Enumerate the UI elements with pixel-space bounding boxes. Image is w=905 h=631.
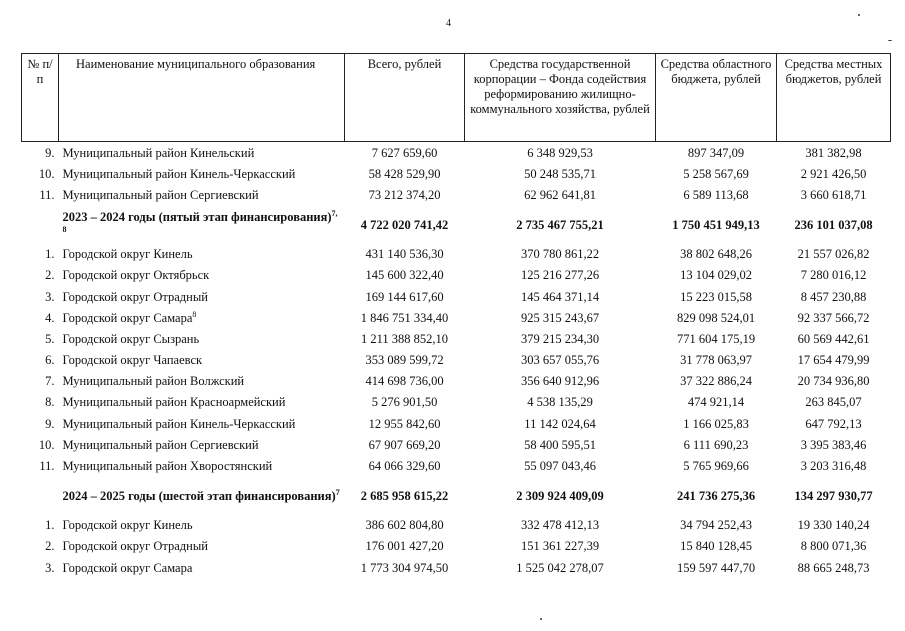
row-number [22,515,59,536]
financing-table [21,53,891,578]
municipality-name-text: 2023 – 2024 годы (пятый этап финансирования) [62,209,332,224]
fund-amount [465,515,656,536]
row-number-text: 3. [45,289,55,304]
row-number-text: 8. [45,395,55,410]
regional-amount [656,413,777,434]
regional-amount [656,392,777,413]
regional-amount [656,328,777,349]
municipality-name-text: Городской округ Кинель [62,518,193,533]
table-row [22,184,891,205]
municipality-name [59,142,345,164]
local-amount-text: 134 297 930,77 [794,488,873,503]
table-row [22,265,891,286]
local-amount [777,265,891,286]
local-amount [777,286,891,307]
regional-amount-text: 1 166 025,83 [683,416,749,431]
row-number [22,265,59,286]
fund-amount [465,536,656,557]
municipality-name [59,557,345,578]
table-row [22,244,891,265]
regional-amount-text: 771 604 175,19 [676,331,756,346]
total-amount [345,557,465,578]
row-number [22,206,59,244]
municipality-name [59,392,345,413]
row-number-text: 10. [38,437,55,452]
local-amount [777,142,891,164]
total-amount [345,392,465,413]
table-row [22,392,891,413]
local-amount [777,371,891,392]
local-amount [777,515,891,536]
total-amount-text: 64 066 329,60 [368,459,441,474]
regional-amount [656,557,777,578]
fund-amount-text: 125 216 277,26 [520,268,600,283]
header-name: Наименование муниципального образования [59,54,345,142]
table-row [22,515,891,536]
regional-amount-text: 6 111 690,23 [683,437,749,452]
fund-amount [465,206,656,244]
local-amount-text: 263 845,07 [805,395,862,410]
local-amount-text: 647 792,13 [805,416,862,431]
table-row [22,350,891,371]
total-amount-text: 2 685 958 615,22 [360,488,449,503]
total-amount-text: 1 846 751 334,40 [360,310,449,325]
regional-amount [656,206,777,244]
row-number [22,286,59,307]
scan-speck [858,14,860,16]
municipality-name [59,477,345,515]
total-amount [345,515,465,536]
local-amount [777,350,891,371]
regional-amount-text: 6 589 113,68 [683,187,749,202]
fund-amount [465,392,656,413]
fund-amount-text: 925 315 243,67 [520,310,600,325]
stage-total-row [22,477,891,515]
local-amount [777,477,891,515]
regional-amount-text: 241 736 275,36 [676,488,756,503]
fund-amount-text: 1 525 042 278,07 [516,560,604,575]
fund-amount-text: 356 640 912,96 [520,374,600,389]
total-amount [345,307,465,328]
table-row [22,536,891,557]
municipality-name [59,350,345,371]
footnote-ref: 7, 8 [62,208,338,234]
municipality-name [59,455,345,476]
stage-total-row [22,206,891,244]
local-amount-text: 236 101 037,08 [794,217,873,232]
row-number [22,184,59,205]
local-amount-text: 3 395 383,46 [800,437,867,452]
total-amount [345,244,465,265]
municipality-name [59,328,345,349]
fund-amount [465,455,656,476]
municipality-name [59,307,345,328]
row-number [22,557,59,578]
regional-amount [656,434,777,455]
table-row [22,413,891,434]
fund-amount-text: 62 962 641,81 [524,187,596,202]
local-amount-text: 20 734 936,80 [797,374,870,389]
regional-amount [656,244,777,265]
local-amount [777,307,891,328]
table-row [22,434,891,455]
total-amount-text: 12 955 842,60 [368,416,441,431]
row-number [22,477,59,515]
municipality-name-text: Муниципальный район Кинель-Черкасский [62,416,296,431]
regional-amount-text: 31 778 063,97 [680,353,752,368]
fund-amount-text: 55 097 043,46 [524,459,596,474]
fund-amount-text: 151 361 227,39 [520,539,600,554]
table-row [22,455,891,476]
row-number-text: 1. [45,518,55,533]
local-amount [777,434,891,455]
footnote-ref: 8 [192,309,197,319]
municipality-name-text: Городской округ Самара [62,560,193,575]
footnote-ref: 7 [335,487,340,497]
header-no: № п/п [22,54,59,142]
regional-amount [656,265,777,286]
regional-amount-text: 15 840 128,45 [680,539,752,554]
local-amount-text: 7 280 016,12 [800,268,867,283]
municipality-name-text: Муниципальный район Волжский [62,374,245,389]
row-number-text: 3. [45,560,55,575]
total-amount [345,265,465,286]
municipality-name [59,536,345,557]
table-row [22,142,891,164]
local-amount [777,163,891,184]
regional-amount [656,455,777,476]
total-amount [345,371,465,392]
fund-amount [465,163,656,184]
row-number-text: 11. [39,459,55,474]
municipality-name [59,371,345,392]
regional-amount-text: 15 223 015,58 [680,289,752,304]
regional-amount [656,515,777,536]
row-number [22,244,59,265]
regional-amount [656,371,777,392]
local-amount [777,244,891,265]
row-number-text: 4. [45,310,55,325]
total-amount [345,434,465,455]
municipality-name [59,163,345,184]
total-amount [345,286,465,307]
fund-amount [465,371,656,392]
total-amount-text: 169 144 617,60 [365,289,444,304]
local-amount [777,328,891,349]
municipality-name-text: Муниципальный район Сергиевский [62,437,259,452]
row-number [22,142,59,164]
local-amount [777,413,891,434]
local-amount-text: 17 654 479,99 [797,353,870,368]
regional-amount-text: 38 802 648,26 [680,247,752,262]
fund-amount [465,184,656,205]
regional-amount-text: 5 258 567,69 [683,166,749,181]
fund-amount [465,307,656,328]
row-number-text: 7. [45,374,55,389]
local-amount [777,455,891,476]
regional-amount-text: 5 765 969,66 [683,459,749,474]
total-amount [345,455,465,476]
total-amount [345,328,465,349]
total-amount-text: 176 001 427,20 [365,539,444,554]
regional-amount [656,163,777,184]
municipality-name-text: Городской округ Сызрань [62,331,200,346]
regional-amount [656,286,777,307]
fund-amount [465,265,656,286]
row-number-text: 11. [39,187,55,202]
regional-amount-text: 474 921,14 [687,395,745,410]
municipality-name-text: Городской округ Октябрьск [62,268,210,283]
total-amount-text: 7 627 659,60 [371,145,438,160]
table-row [22,328,891,349]
row-number [22,328,59,349]
total-amount [345,142,465,164]
fund-amount-text: 370 780 861,22 [520,247,600,262]
total-amount-text: 386 602 804,80 [365,518,444,533]
row-number [22,163,59,184]
regional-amount-text: 13 104 029,02 [680,268,752,283]
row-number-text: 6. [45,353,55,368]
municipality-name-text: Городской округ Кинель [62,247,193,262]
total-amount-text: 1 211 388 852,10 [360,331,449,346]
row-number [22,307,59,328]
fund-amount [465,142,656,164]
total-amount [345,350,465,371]
local-amount-text: 381 382,98 [805,145,862,160]
row-number [22,350,59,371]
local-amount-text: 88 665 248,73 [797,560,870,575]
row-number [22,371,59,392]
local-amount-text: 8 457 230,88 [800,289,867,304]
total-amount-text: 5 276 901,50 [371,395,438,410]
local-amount [777,557,891,578]
header-total: Всего, рублей [345,54,465,142]
regional-amount [656,477,777,515]
table-body [22,142,891,579]
fund-amount [465,286,656,307]
regional-amount-text: 34 794 252,43 [680,518,752,533]
municipality-name [59,413,345,434]
table-header-row [22,54,891,142]
total-amount [345,413,465,434]
fund-amount [465,413,656,434]
fund-amount-text: 6 348 929,53 [527,145,593,160]
total-amount-text: 414 698 736,00 [365,374,444,389]
regional-amount [656,307,777,328]
scan-speck [540,618,542,620]
row-number-text: 9. [45,416,55,431]
row-number [22,536,59,557]
municipality-name-text: Городской округ Чапаевск [62,353,203,368]
table-row [22,307,891,328]
table-row [22,557,891,578]
municipality-name [59,286,345,307]
local-amount [777,206,891,244]
row-number [22,413,59,434]
regional-amount [656,142,777,164]
regional-amount [656,536,777,557]
local-amount-text: 60 569 442,61 [797,331,870,346]
municipality-name [59,206,345,244]
row-number-text: 1. [45,247,55,262]
municipality-name [59,515,345,536]
municipality-name-text: Муниципальный район Кинель-Черкасский [62,166,296,181]
fund-amount-text: 379 215 234,30 [520,331,600,346]
regional-amount [656,184,777,205]
regional-amount-text: 159 597 447,70 [676,560,756,575]
fund-amount-text: 332 478 412,13 [520,518,600,533]
header-regional: Средства областного бюджета, рублей [656,54,777,142]
row-number-text: 10. [38,166,55,181]
municipality-name [59,265,345,286]
total-amount-text: 58 428 529,90 [368,166,441,181]
fund-amount [465,557,656,578]
fund-amount-text: 50 248 535,71 [524,166,596,181]
table-row [22,371,891,392]
municipality-name [59,184,345,205]
header-local: Средства местных бюджетов, рублей [777,54,891,142]
municipality-name-text: Муниципальный район Сергиевский [62,187,259,202]
row-number-text: 2. [45,539,55,554]
local-amount-text: 19 330 140,24 [797,518,870,533]
municipality-name-text: Городской округ Самара [62,310,193,325]
fund-amount [465,350,656,371]
fund-amount-text: 303 657 055,76 [520,353,600,368]
regional-amount-text: 1 750 451 949,13 [672,217,760,232]
municipality-name-text: Муниципальный район Кинельский [62,145,255,160]
fund-amount-text: 145 464 371,14 [520,289,600,304]
total-amount [345,477,465,515]
municipality-name-text: 2024 – 2025 годы (шестой этап финансирования) [62,488,336,503]
total-amount-text: 145 600 322,40 [365,268,444,283]
municipality-name-text: Городской округ Отрадный [62,539,208,554]
total-amount-text: 353 089 599,72 [365,353,444,368]
fund-amount-text: 2 309 924 409,09 [516,488,604,503]
total-amount [345,184,465,205]
fund-amount-text: 58 400 595,51 [524,437,596,452]
local-amount-text: 92 337 566,72 [797,310,870,325]
municipality-name-text: Муниципальный район Красноармейский [62,395,286,410]
local-amount-text: 8 800 071,36 [800,539,867,554]
regional-amount-text: 829 098 524,01 [676,310,756,325]
row-number-text: 2. [45,268,55,283]
row-number [22,455,59,476]
header-fund: Средства государственной корпорации – Фонда содействия реформированию жилищно-коммунального хозяйства, рублей [465,54,656,142]
fund-amount-text: 4 538 135,29 [527,395,593,410]
table-row [22,286,891,307]
total-amount [345,206,465,244]
total-amount-text: 67 907 669,20 [368,437,441,452]
local-amount-text: 3 203 316,48 [800,459,867,474]
fund-amount [465,477,656,515]
fund-amount-text: 11 142 024,64 [524,416,596,431]
total-amount-text: 4 722 020 741,42 [360,217,449,232]
total-amount-text: 431 140 536,30 [365,247,444,262]
local-amount [777,184,891,205]
row-number-text: 5. [45,331,55,346]
table-row [22,163,891,184]
total-amount [345,536,465,557]
municipality-name [59,244,345,265]
local-amount-text: 21 557 026,82 [797,247,870,262]
local-amount-text: 2 921 426,50 [800,166,867,181]
total-amount [345,163,465,184]
fund-amount-text: 2 735 467 755,21 [516,217,604,232]
row-number [22,392,59,413]
municipality-name [59,434,345,455]
municipality-name-text: Муниципальный район Хворостянский [62,459,273,474]
local-amount [777,392,891,413]
fund-amount [465,328,656,349]
regional-amount-text: 897 347,09 [687,145,745,160]
total-amount-text: 1 773 304 974,50 [360,560,449,575]
regional-amount [656,350,777,371]
row-number-text: 9. [45,145,55,160]
local-amount [777,536,891,557]
fund-amount [465,244,656,265]
local-amount-text: 3 660 618,71 [800,187,867,202]
regional-amount-text: 37 322 886,24 [680,374,752,389]
page-number: 4 [446,18,451,29]
fund-amount [465,434,656,455]
scan-speck [888,40,892,41]
total-amount-text: 73 212 374,20 [368,187,441,202]
row-number [22,434,59,455]
municipality-name-text: Городской округ Отрадный [62,289,208,304]
